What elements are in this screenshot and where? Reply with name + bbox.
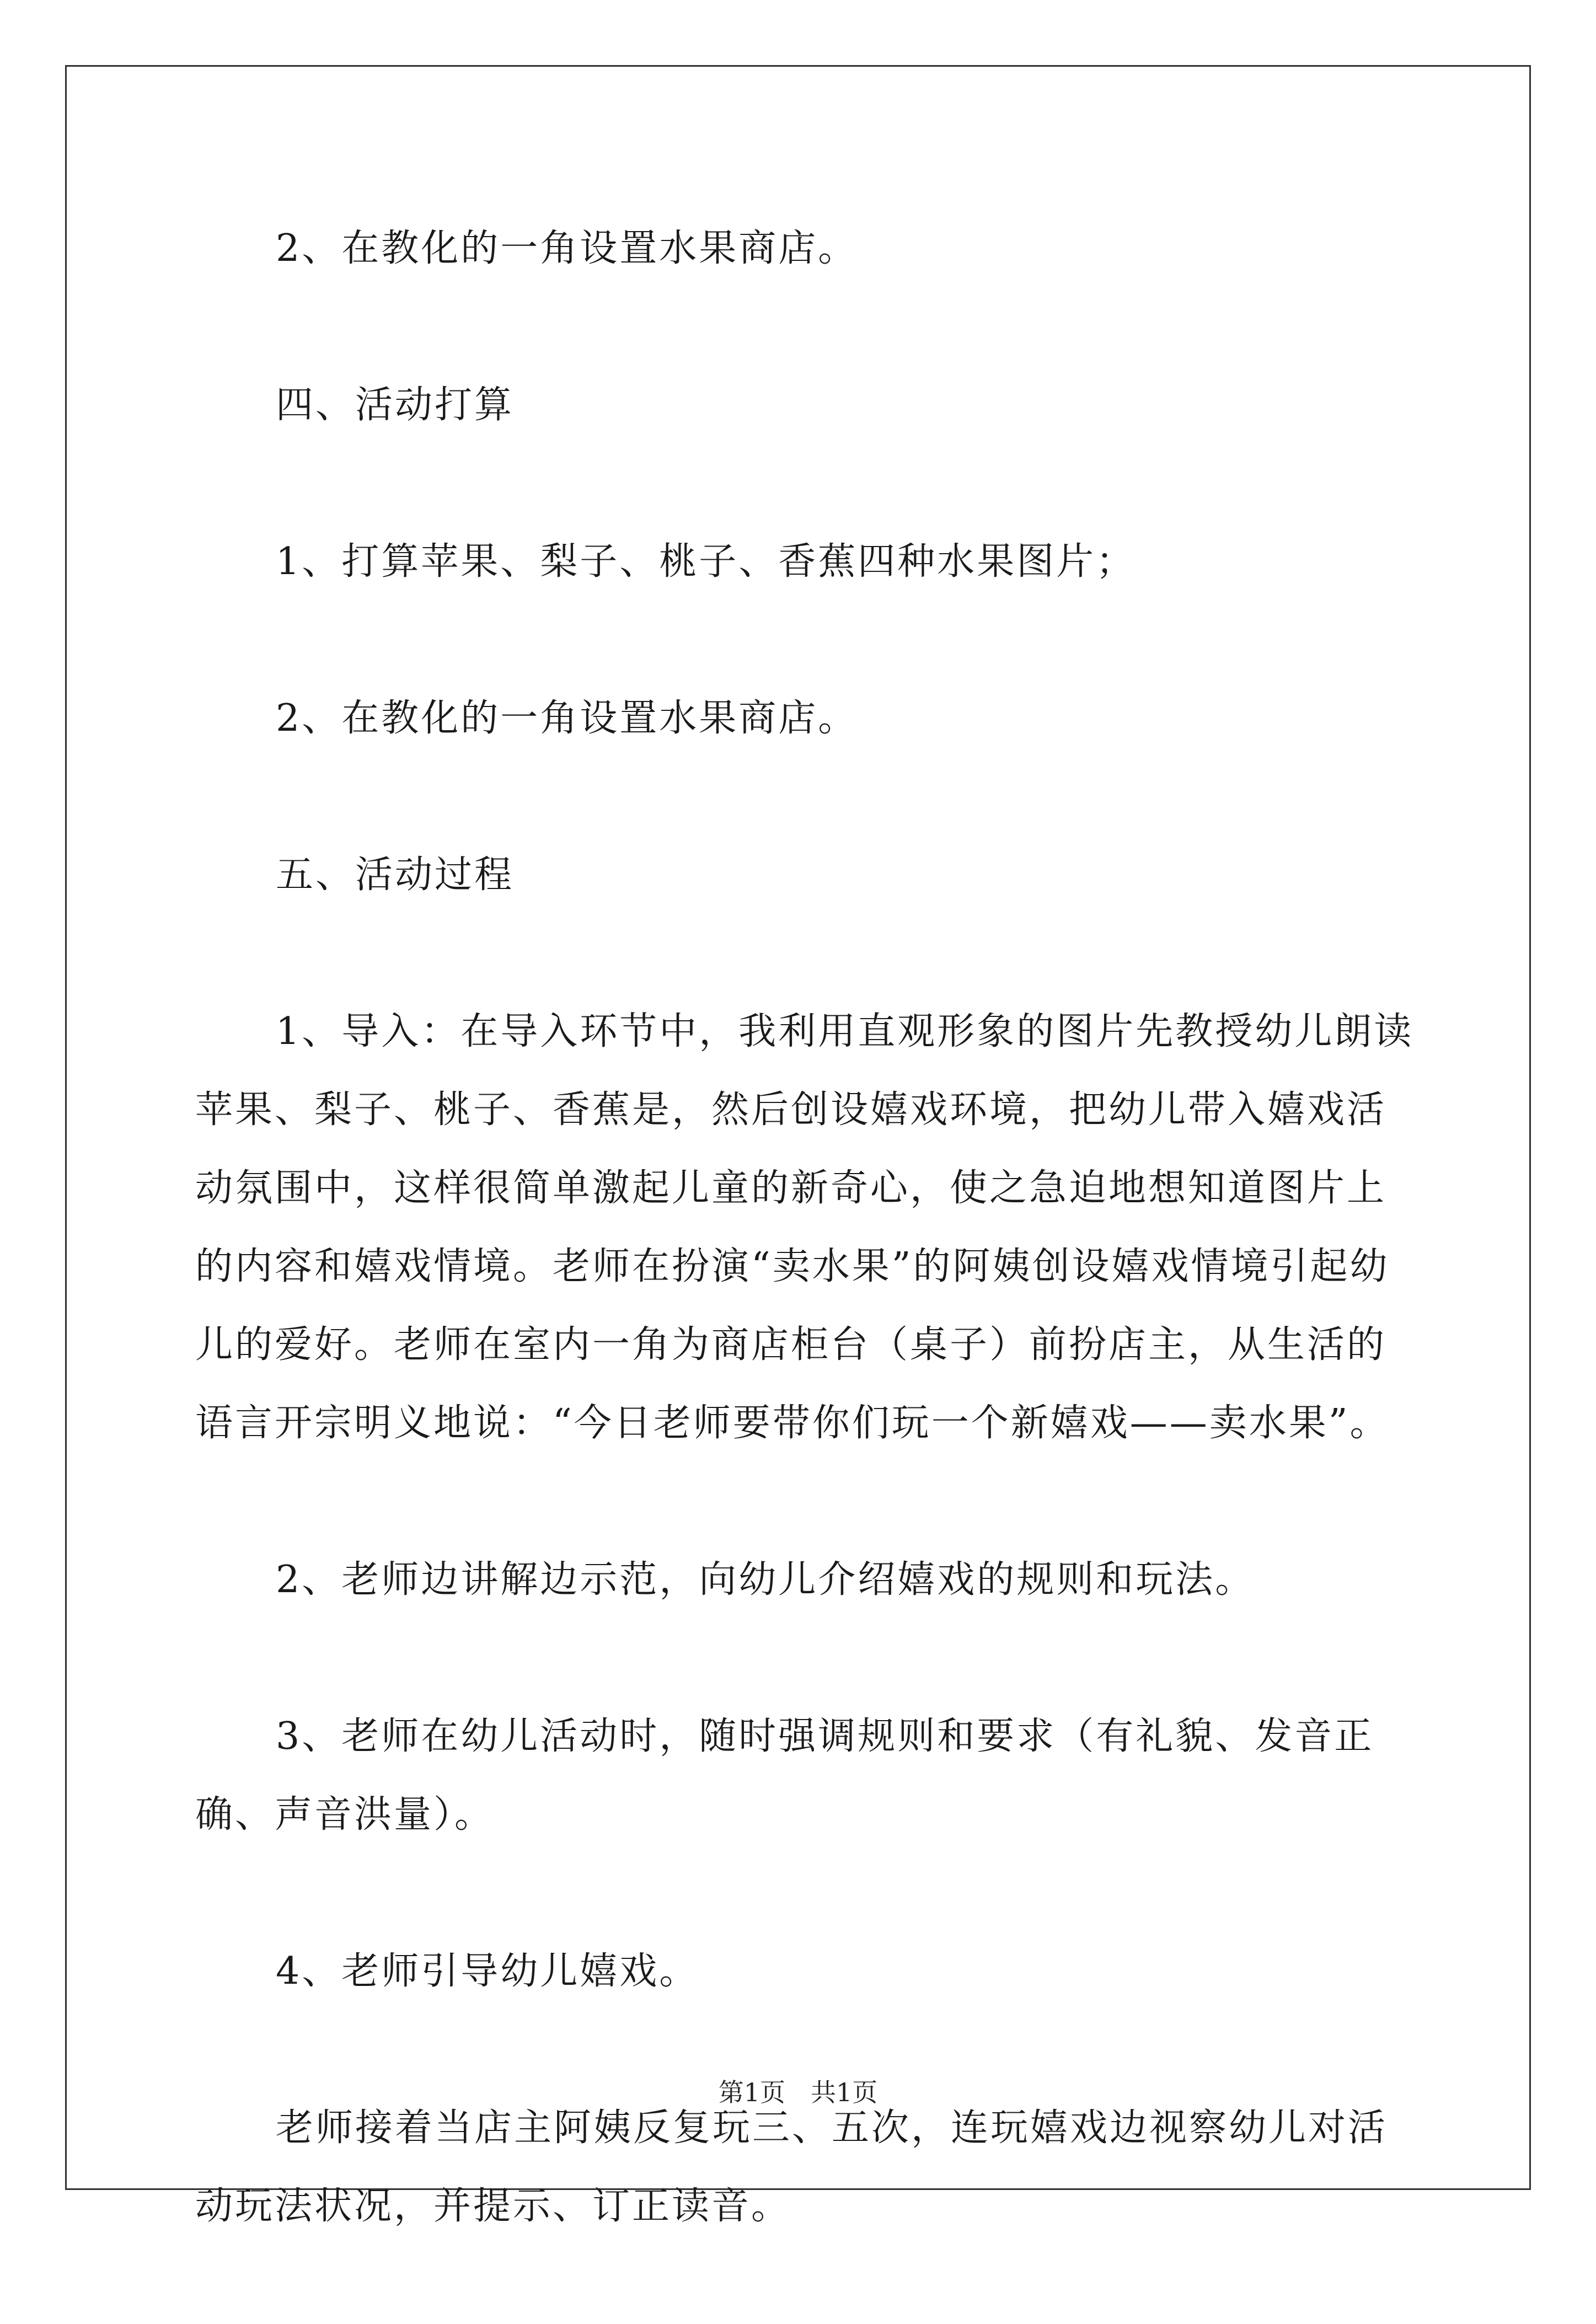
paragraph: 1、导入：在导入环节中，我利用直观形象的图片先教授幼儿朗读苹果、梨子、桃子、香蕉是，然后创设嬉戏环境，把幼儿带入嬉戏活动氛围中，这样很简单激起儿童的新奇心，使之急迫地想知道图片上的内容和嬉戏情境。老师在扮演“卖水果”的阿姨创设嬉戏情境引起幼儿的爱好。老师在室内一角为商店柜台（桌子）前扮店主，从生活的语言开宗明义地说：“今日老师要带你们玩一个新嬉戏——卖水果”。 — [195, 1010, 1414, 1445]
document-body — [195, 210, 1414, 2324]
section-heading: 四、活动打算 — [276, 383, 515, 427]
paragraph: 2、老师边讲解边示范，向幼儿介绍嬉戏的规则和玩法。 — [276, 1558, 1255, 1602]
paragraph: 老师接着当店主阿姨反复玩三、五次，连玩嬉戏边视察幼儿对活动玩法状况，并提示、订正读音。 — [195, 2106, 1388, 2228]
paragraph: 2、在教化的一角设置水果商店。 — [276, 227, 858, 270]
paragraph: 4、老师引导幼儿嬉戏。 — [276, 1950, 699, 1993]
paragraph: 2、在教化的一角设置水果商店。 — [276, 697, 858, 740]
page-number-footer: 第1页 共1页 — [718, 2077, 878, 2107]
paragraph: 3、老师在幼儿活动时，随时强调规则和要求（有礼貌、发音正确、声音洪量）。 — [195, 1715, 1374, 1836]
paragraph: 1、打算苹果、梨子、桃子、香蕉四种水果图片； — [276, 540, 1136, 583]
section-heading: 五、活动过程 — [276, 853, 515, 897]
